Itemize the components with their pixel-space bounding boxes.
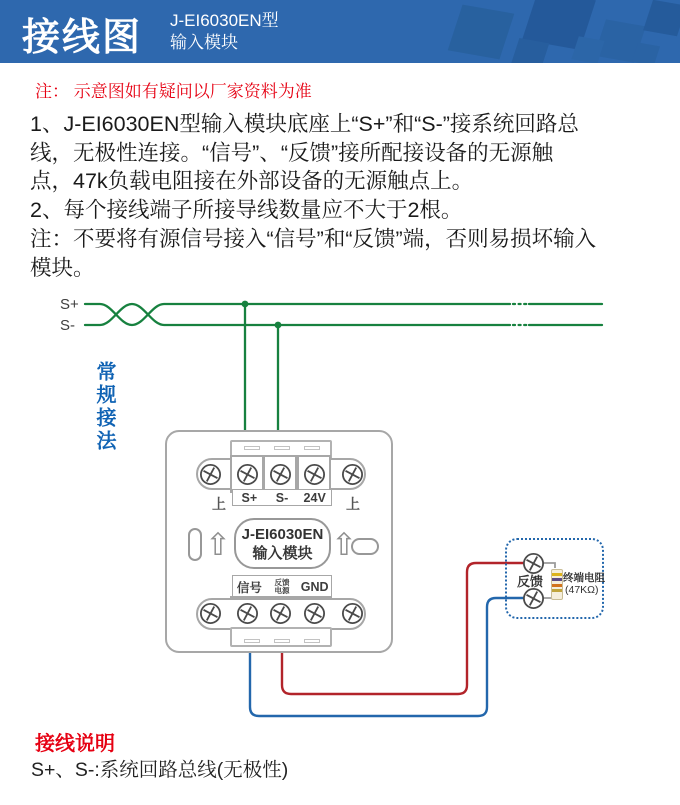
bus-label-s-minus: S- — [60, 317, 75, 334]
resistor-name: 终端电阻 — [563, 572, 605, 584]
screw-icon — [269, 602, 292, 625]
notch — [304, 446, 320, 450]
up-arrow-icon: ⇧ — [331, 527, 357, 562]
resistor-value: (47KΩ) — [565, 584, 599, 596]
instruction-line: 点，47k负载电阻接在外部设备的无源触点上。 — [30, 169, 474, 194]
module-type: 输入模块 — [252, 544, 313, 562]
notch — [274, 446, 290, 450]
screw-icon — [199, 463, 222, 486]
terminal-label-s-plus: S+ — [241, 490, 258, 505]
screw-icon — [236, 463, 259, 486]
instruction-line: 注：不要将有源信号接入“信号”和“反馈”端，否则易损坏输入 — [30, 226, 597, 251]
s-minus-wire — [85, 304, 510, 325]
resistor-icon — [551, 569, 563, 600]
screw-icon — [303, 602, 326, 625]
feedback-contact-box — [505, 538, 604, 619]
product-name: 输入模块 — [170, 33, 238, 52]
page-title: 接线图 — [22, 17, 143, 59]
terminal-label-signal: 信号 — [236, 580, 262, 595]
wiring-method-label: 常规接法 — [93, 361, 115, 453]
mount-slot-left — [188, 528, 202, 561]
wiring-notes-line: S+、S-:系统回路总线(无极性) — [31, 759, 289, 781]
terminal-labels-bottom — [232, 575, 332, 598]
screw-icon — [303, 463, 326, 486]
terminal-label-24v: 24V — [303, 490, 326, 505]
junction-dot — [275, 322, 282, 329]
feedback-label: 反馈 — [517, 574, 544, 589]
resistor-band — [552, 589, 562, 592]
terminal-label-gnd: GND — [300, 579, 329, 594]
terminal-label-feedback-power — [266, 579, 299, 595]
screw-icon — [236, 602, 259, 625]
mount-label-left: 上 — [212, 496, 226, 512]
screw-icon — [341, 463, 364, 486]
disclaimer-note: 注： 示意图如有疑问以厂家资料为准 — [35, 82, 312, 101]
screw-icon — [341, 602, 364, 625]
notch — [274, 639, 290, 643]
mount-slot-right — [351, 538, 379, 555]
terminal-label-s-minus: S- — [275, 490, 289, 505]
module-model: J-EI6030EN — [241, 525, 324, 543]
bus-label-s-plus: S+ — [60, 296, 79, 313]
screw-icon — [522, 587, 545, 610]
instruction-line: 模块。 — [30, 255, 95, 280]
input-module — [165, 430, 393, 653]
resistor-band — [552, 584, 562, 587]
feedback-line2: 电源 — [274, 585, 290, 595]
terminal-labels-top — [232, 489, 332, 506]
junction-dot — [242, 301, 249, 308]
notch — [244, 639, 260, 643]
instruction-line: 线，无极性连接。“信号”、“反馈”接所配接设备的无源触 — [30, 140, 554, 165]
screw-icon — [269, 463, 292, 486]
up-arrow-icon: ⇧ — [205, 527, 231, 562]
mount-label-right: 上 — [346, 496, 360, 512]
model-name: J-EI6030EN型 — [170, 11, 279, 30]
wiring-notes-title: 接线说明 — [35, 733, 115, 755]
connector-tab-bottom — [230, 627, 332, 647]
instruction-line: 1、J-EI6030EN型输入模块底座上“S+”和“S-”接系统回路总 — [30, 112, 579, 136]
resistor-band — [552, 573, 562, 576]
module-nameplate — [234, 518, 331, 569]
notch — [304, 639, 320, 643]
resistor-band — [552, 578, 562, 581]
instruction-line: 2、每个接线端子所接导线数量应不大于2根。 — [30, 198, 463, 223]
loop-bus-wires — [85, 304, 602, 430]
screw-icon — [199, 602, 222, 625]
notch — [244, 446, 260, 450]
feedback-line1: 反馈 — [274, 577, 290, 587]
